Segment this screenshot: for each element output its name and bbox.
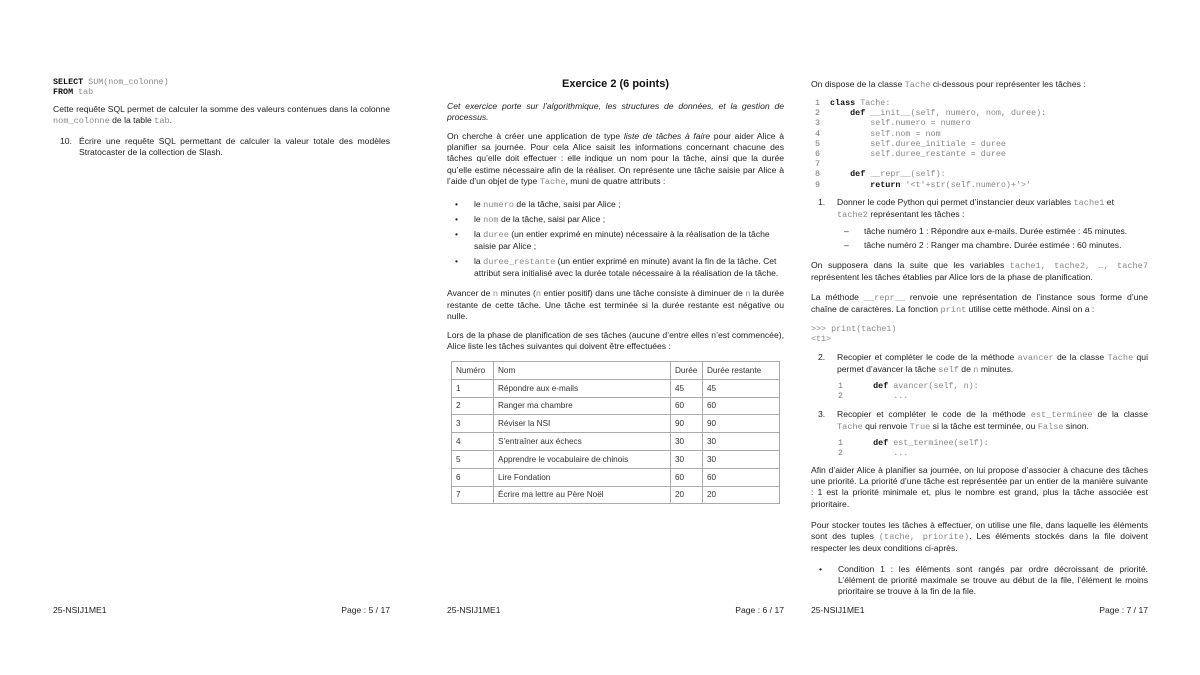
attribute-item: • la duree_restante (un entier exprimé en minute) avant la fin de la tâche. Cet attribut sera initialisé avec la durée totale nécessaire à la réalisation de la tâche. — [455, 256, 779, 279]
table-row: 1 Répondre aux e-mails 45 45 — [452, 379, 780, 397]
line-number: 4 — [815, 128, 821, 139]
page-footer — [811, 605, 1148, 615]
page-number: Page : 5 / 17 — [341, 605, 390, 615]
page-7 — [811, 0, 1148, 675]
question-1: 1. Donner le code Python qui permet d’instancier deux variables tache1 et tache2 représentant les tâches : — [818, 197, 1114, 221]
code-line: 2 def __init__(self, numero, nom, duree): — [815, 108, 1047, 119]
page-number: Page : 6 / 17 — [735, 605, 784, 615]
queue-paragraph: Pour stocker toutes les tâches à effectuer, on utilise une file, dans laquelle les éléments sont des tuples (tache, priorite). Les éléments stockés dans la file doivent respecter les deux conditions ci-après. — [811, 520, 1148, 554]
table-row: 3 Réviser la NSI 90 90 — [452, 415, 780, 433]
priority-paragraph: Afin d’aider Alice à planifier sa journée, on lui propose d’associer à chacune des tâches une priorité. La priorité d’une tâche est représentée par un entier de la manière suivante : 1 est la priorité minimale et, plus le nombre est grand, plus la tâche associée est prioritaire. — [811, 465, 1148, 509]
condition-1: • Condition 1 : les éléments sont rangés par ordre décroissant de priorité. L’élément de priorité maximale se trouve au début de la file, l’élément le moins prioritaire se trouve à la fin de la file. — [819, 564, 1148, 597]
line-number: 2 — [815, 108, 821, 119]
line-number: 2 — [838, 448, 844, 459]
avancer-code — [838, 381, 1148, 401]
table-header-row: Numéro Nom Durée Durée restante — [452, 362, 780, 380]
code-line: 1 class Tache: — [815, 98, 891, 108]
advance-paragraph: Avancer de n minutes (n entier positif) dans une tâche consiste à diminuer de n la durée restante de cette tâche. Une tâche est terminée si la durée restante est négative ou nulle. — [447, 288, 784, 322]
code-line: 4 self.nom = nom — [815, 128, 941, 139]
page-5 — [53, 0, 390, 675]
page-6 — [447, 0, 784, 675]
repr-paragraph: La méthode __repr__ renvoie une représentation de l’instance sous forme d’une chaîne de caractères. La fonction print utilise cette méthode. Ainsi on a : — [811, 292, 1148, 316]
class-code-listing — [815, 98, 1148, 190]
line-number: 6 — [815, 149, 821, 160]
page-number: Page : 7 / 17 — [1099, 605, 1148, 615]
question-10: 10. Écrire une requête SQL permettant de calculer la valeur totale des modèles Stratocaster de la collection de Slash. — [60, 136, 390, 158]
sql-explanation: Cette requête SQL permet de calculer la somme des valeurs contenues dans la colonne nom_colonne de la table tab. — [53, 104, 390, 127]
attribute-item: • la duree (un entier exprimé en minute) nécessaire à la réalisation de la tâche saisie par Alice ; — [455, 229, 770, 252]
console-output: >>> print(tache1) <t1> — [811, 324, 897, 345]
sql-query: SELECT SUM(nom_colonne) FROM tab — [53, 77, 169, 98]
doc-reference: 25-NSIJ1ME1 — [53, 605, 107, 615]
code-line: 1 def est_terminee(self): — [838, 438, 989, 448]
question-2: 2. Recopier et compléter le code de la méthode avancer de la classe Tache qui permet d’avancer la tâche self de n minutes. — [818, 352, 1148, 376]
line-number: 1 — [838, 381, 844, 391]
line-number: 9 — [815, 179, 821, 190]
table-row: 4 S’entraîner aux échecs 30 30 — [452, 433, 780, 451]
code-line: 2 ... — [838, 391, 909, 402]
table-row: 6 Lire Fondation 60 60 — [452, 468, 780, 486]
planning-paragraph: Lors de la phase de planification de ses tâches (aucune d’entre elles n’est commencée), Alice liste les tâches suivantes qui doivent être effectuées : — [447, 330, 784, 352]
page-footer — [53, 605, 390, 615]
line-number: 7 — [815, 159, 821, 170]
line-number: 1 — [838, 438, 844, 448]
table-row: 2 Ranger ma chambre 60 60 — [452, 397, 780, 415]
line-number: 3 — [815, 118, 821, 129]
line-number: 8 — [815, 169, 821, 180]
line-number: 5 — [815, 138, 821, 149]
code-line: 5 self.duree_initiale = duree — [815, 138, 1006, 149]
est-terminee-code — [838, 438, 1148, 458]
code-line: 2 ... — [838, 448, 909, 459]
exercise-intro: Cet exercice porte sur l’algorithmique, les structures de données, et la gestion de processus. — [447, 101, 784, 123]
attribute-item: • le nom de la tâche, saisi par Alice ; — [455, 214, 606, 225]
line-number: 1 — [815, 98, 821, 108]
code-line: 8 def __repr__(self): — [815, 169, 946, 180]
code-line: 9 return '<t'+str(self.numero)+'>' — [815, 179, 1032, 190]
page-footer — [447, 605, 784, 615]
code-line: 6 self.duree_restante = duree — [815, 149, 1006, 160]
context-paragraph: On cherche à créer une application de type liste de tâches à faire pour aider Alice à planifier sa journée. Pour cela Alice saisit les informations concernant chacune des tâches qu’elle doit effectuer : elle indique un nom pour la tâche, ainsi que la durée qu’elle estime nécessaire afin de la réaliser. On représente une tâche saisie par Alice à l’aide d’un objet de type Tache, muni de quatre attributs : — [447, 131, 784, 187]
doc-reference: 25-NSIJ1ME1 — [447, 605, 501, 615]
table-row: 7 Écrire ma lettre au Père Noël 20 20 — [452, 486, 780, 504]
table-row: 5 Apprendre le vocabulaire de chinois 30 30 — [452, 450, 780, 468]
suppose-paragraph: On supposera dans la suite que les variables tache1, tache2, …, tache7 représentent les tâches établies par Alice lors de la phase de planification. — [811, 260, 1148, 283]
code-line: 1 def avancer(self, n): — [838, 381, 979, 391]
exercise-title: Exercice 2 (6 points) — [562, 78, 669, 90]
tasks-table — [451, 361, 780, 504]
class-intro: On dispose de la classe Tache ci-dessous pour représenter les tâches : — [811, 79, 1086, 90]
line-number: 2 — [838, 391, 844, 402]
task-spec: – tâche numéro 1 : Répondre aux e-mails. Durée estimée : 45 minutes. — [844, 226, 1128, 236]
doc-reference: 25-NSIJ1ME1 — [811, 605, 865, 615]
task-spec: – tâche numéro 2 : Ranger ma chambre. Durée estimée : 60 minutes. — [844, 240, 1122, 250]
code-line — [815, 159, 1148, 169]
attribute-item: • le numero de la tâche, saisi par Alice ; — [455, 199, 621, 210]
code-line: 3 self.numero = numero — [815, 118, 971, 129]
question-3: 3. Recopier et compléter le code de la méthode est_terminee de la classe Tache qui renvoie True si la tâche est terminée, ou False sinon. — [818, 409, 1148, 433]
